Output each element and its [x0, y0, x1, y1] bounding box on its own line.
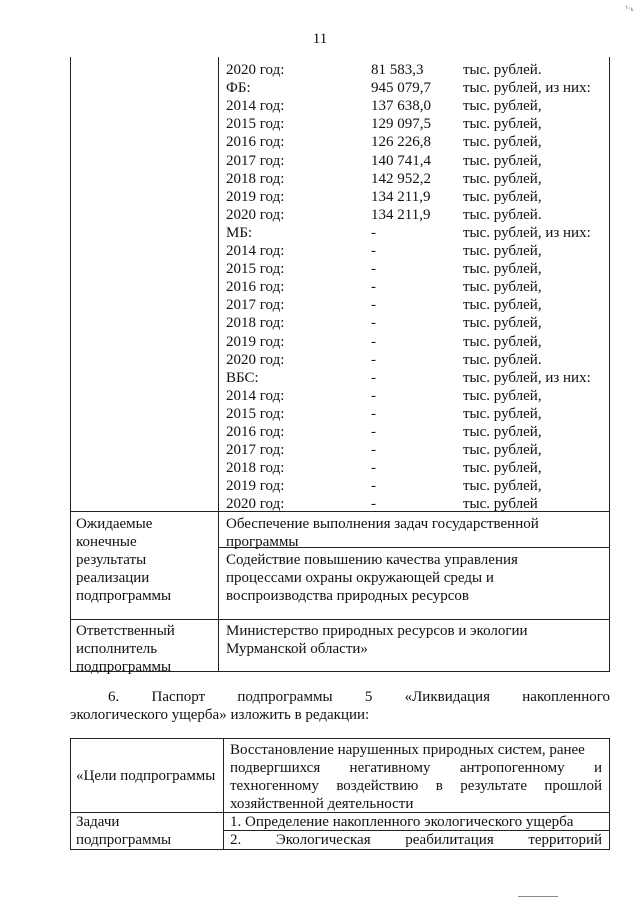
executor-value-line: Мурманской области» [226, 641, 368, 657]
financing-line [226, 441, 606, 459]
financing-line [226, 314, 606, 332]
financing-amount: - [371, 315, 376, 332]
financing-line [226, 369, 606, 387]
financing-amount: - [371, 442, 376, 459]
financing-unit: тыс. рублей. [463, 351, 542, 368]
financing-line [226, 423, 606, 441]
financing-line [226, 152, 606, 170]
financing-unit: тыс. рублей, [463, 333, 542, 350]
financing-line [226, 170, 606, 188]
scan-corner-mark: ᵗ·ₖ [625, 4, 634, 13]
financing-amount: - [371, 279, 376, 296]
financing-unit: тыс. рублей, из них: [463, 369, 591, 386]
financing-line [226, 79, 606, 97]
results-label-line: конечные [76, 534, 137, 550]
financing-amount: - [371, 369, 376, 386]
executor-value [226, 622, 528, 658]
financing-amount: - [371, 224, 376, 241]
financing-amount: - [371, 478, 376, 495]
financing-amount: - [371, 333, 376, 350]
financing-line [226, 242, 606, 260]
financing-year-label: 2020 год: [226, 351, 285, 368]
footer-line [518, 896, 558, 897]
financing-line [226, 495, 606, 513]
financing-unit: тыс. рублей, [463, 405, 542, 422]
financing-amount: 142 952,2 [371, 170, 431, 187]
financing-amount: 134 211,9 [371, 188, 431, 205]
table-column-divider [223, 738, 224, 850]
financing-year-label: 2016 год: [226, 134, 285, 151]
financing-unit: тыс. рублей, [463, 387, 542, 404]
table-border-top [70, 738, 610, 739]
financing-line [226, 296, 606, 314]
financing-line [226, 188, 606, 206]
results-item-2 [226, 551, 518, 605]
financing-amount: - [371, 405, 376, 422]
financing-amount: 129 097,5 [371, 116, 431, 133]
results-label-line: подпрограммы [76, 588, 172, 604]
financing-year-label: 2014 год: [226, 98, 285, 115]
financing-unit: тыс. рублей, [463, 315, 542, 332]
executor-label-line: подпрограммы [76, 659, 172, 675]
results-item-1 [226, 515, 539, 551]
financing-unit: тыс. рублей [463, 496, 538, 513]
financing-line [226, 459, 606, 477]
financing-year-label: 2020 год: [226, 496, 285, 513]
financing-line [226, 387, 606, 405]
financing-unit: тыс. рублей. [463, 62, 542, 78]
financing-amount: - [371, 297, 376, 314]
task-1: 1. Определение накопленного экологического ущерба [230, 814, 574, 830]
tasks-label-line: подпрограммы [76, 832, 172, 848]
financing-year-label: 2019 год: [226, 188, 285, 205]
results-item-line: Обеспечение выполнения задач государственной [226, 516, 539, 532]
financing-unit: тыс. рублей, [463, 424, 542, 440]
financing-amount: 126 226,8 [371, 134, 431, 151]
paragraph-line: 6. Паспорт подпрограммы 5 «Ликвидация накопленного [108, 689, 610, 705]
executor-label-line: Ответственный [76, 623, 175, 639]
financing-amount: 134 211,9 [371, 206, 431, 223]
financing-year-label: 2015 год: [226, 116, 285, 133]
results-item-line: программы [226, 534, 299, 550]
tasks-label [76, 813, 171, 849]
financing-unit: тыс. рублей, [463, 116, 542, 133]
financing-year-label: МБ: [226, 224, 253, 241]
financing-line [226, 405, 606, 423]
financing-amount: - [371, 243, 376, 259]
financing-year-label: 2019 год: [226, 333, 285, 350]
financing-unit: тыс. рублей, [463, 460, 542, 477]
financing-unit: тыс. рублей, [463, 98, 542, 115]
table-border-left [70, 57, 71, 672]
financing-year-label: ФБ: [226, 80, 251, 97]
financing-year-label: 2017 год: [226, 442, 285, 459]
financing-unit: тыс. рублей, [463, 152, 542, 169]
paragraph-line: экологического ущерба» изложить в редакции: [70, 707, 370, 723]
financing-year-label: 2020 год: [226, 206, 285, 223]
financing-line [226, 115, 606, 133]
amendment-paragraph [70, 688, 610, 724]
financing-line [226, 477, 606, 495]
financing-year-label: 2014 год: [226, 243, 285, 259]
results-item-line: процессами охраны окружающей среды и [226, 570, 494, 586]
financing-unit: тыс. рублей, [463, 478, 542, 495]
executor-label [76, 622, 175, 676]
financing-year-label: 2020 год: [226, 62, 285, 78]
financing-unit: тыс. рублей, [463, 261, 542, 278]
financing-year-label: 2018 год: [226, 170, 285, 187]
results-label [76, 515, 171, 605]
financing-amount: - [371, 460, 376, 477]
financing-line [226, 333, 606, 351]
goals-label: «Цели подпрограммы [76, 768, 216, 784]
financing-line [226, 351, 606, 369]
financing-line [226, 61, 606, 79]
tasks-label-line: Задачи [76, 814, 120, 830]
financing-amount: - [371, 496, 376, 513]
financing-unit: тыс. рублей, из них: [463, 80, 591, 97]
financing-line [226, 260, 606, 278]
financing-amount: - [371, 387, 376, 404]
financing-unit: тыс. рублей, [463, 170, 542, 187]
financing-amount: 137 638,0 [371, 98, 431, 115]
financing-amount: 945 079,7 [371, 80, 431, 97]
financing-year-label: ВБС: [226, 369, 259, 386]
financing-amount: - [371, 424, 376, 440]
goals-value-line: техногенному воздействию в результате прошлой [230, 778, 602, 794]
financing-unit: тыс. рублей, [463, 297, 542, 314]
financing-unit: тыс. рублей, [463, 243, 542, 259]
financing-year-label: 2015 год: [226, 405, 285, 422]
financing-unit: тыс. рублей, [463, 442, 542, 459]
results-label-line: результаты [76, 552, 147, 568]
financing-unit: тыс. рублей, [463, 279, 542, 296]
financing-amount: 81 583,3 [371, 62, 424, 78]
financing-unit: тыс. рублей. [463, 206, 542, 223]
financing-year-label: 2016 год: [226, 279, 285, 296]
financing-amount: 140 741,4 [371, 152, 431, 169]
financing-table [70, 57, 610, 675]
financing-line [226, 224, 606, 242]
financing-unit: тыс. рублей, [463, 134, 542, 151]
goals-value-line: подвергшихся негативному антропогенному и [230, 760, 602, 776]
table-border-left [70, 738, 71, 850]
goals-value-line: Восстановление нарушенных природных систем, ранее [230, 742, 585, 758]
table-border-right [609, 738, 610, 850]
executor-label-line: исполнитель [76, 641, 158, 657]
row-divider [70, 619, 610, 620]
financing-year-label: 2017 год: [226, 297, 285, 314]
financing-year-label: 2018 год: [226, 315, 285, 332]
goals-value-line: хозяйственной деятельности [230, 796, 414, 812]
financing-year-label: 2015 год: [226, 261, 285, 278]
results-item-line: Содействие повышению качества управления [226, 552, 518, 568]
financing-unit: тыс. рублей, из них: [463, 224, 591, 241]
executor-value-line: Министерство природных ресурсов и экологии [226, 623, 528, 639]
financing-year-label: 2016 год: [226, 424, 285, 440]
subprogram-passport-table [70, 738, 610, 850]
page-number: 11 [312, 31, 328, 47]
financing-year-label: 2018 год: [226, 460, 285, 477]
financing-line [226, 278, 606, 296]
table-column-divider [218, 57, 219, 672]
results-label-line: реализации [76, 570, 150, 586]
financing-year-label: 2014 год: [226, 387, 285, 404]
table-border-bottom [70, 849, 610, 850]
financing-line [226, 133, 606, 151]
financing-amount: - [371, 261, 376, 278]
results-label-line: Ожидаемые [76, 516, 153, 532]
financing-year-label: 2019 год: [226, 478, 285, 495]
goals-value [230, 741, 602, 813]
financing-unit: тыс. рублей, [463, 188, 542, 205]
financing-line [226, 206, 606, 224]
results-item-line: воспроизводства природных ресурсов [226, 588, 470, 604]
table-border-right [609, 57, 610, 672]
task-2-line: 2. Экологическая реабилитация территорий [230, 832, 602, 848]
financing-year-label: 2017 год: [226, 152, 285, 169]
financing-amount: - [371, 351, 376, 368]
task-2 [230, 831, 602, 849]
financing-line [226, 97, 606, 115]
